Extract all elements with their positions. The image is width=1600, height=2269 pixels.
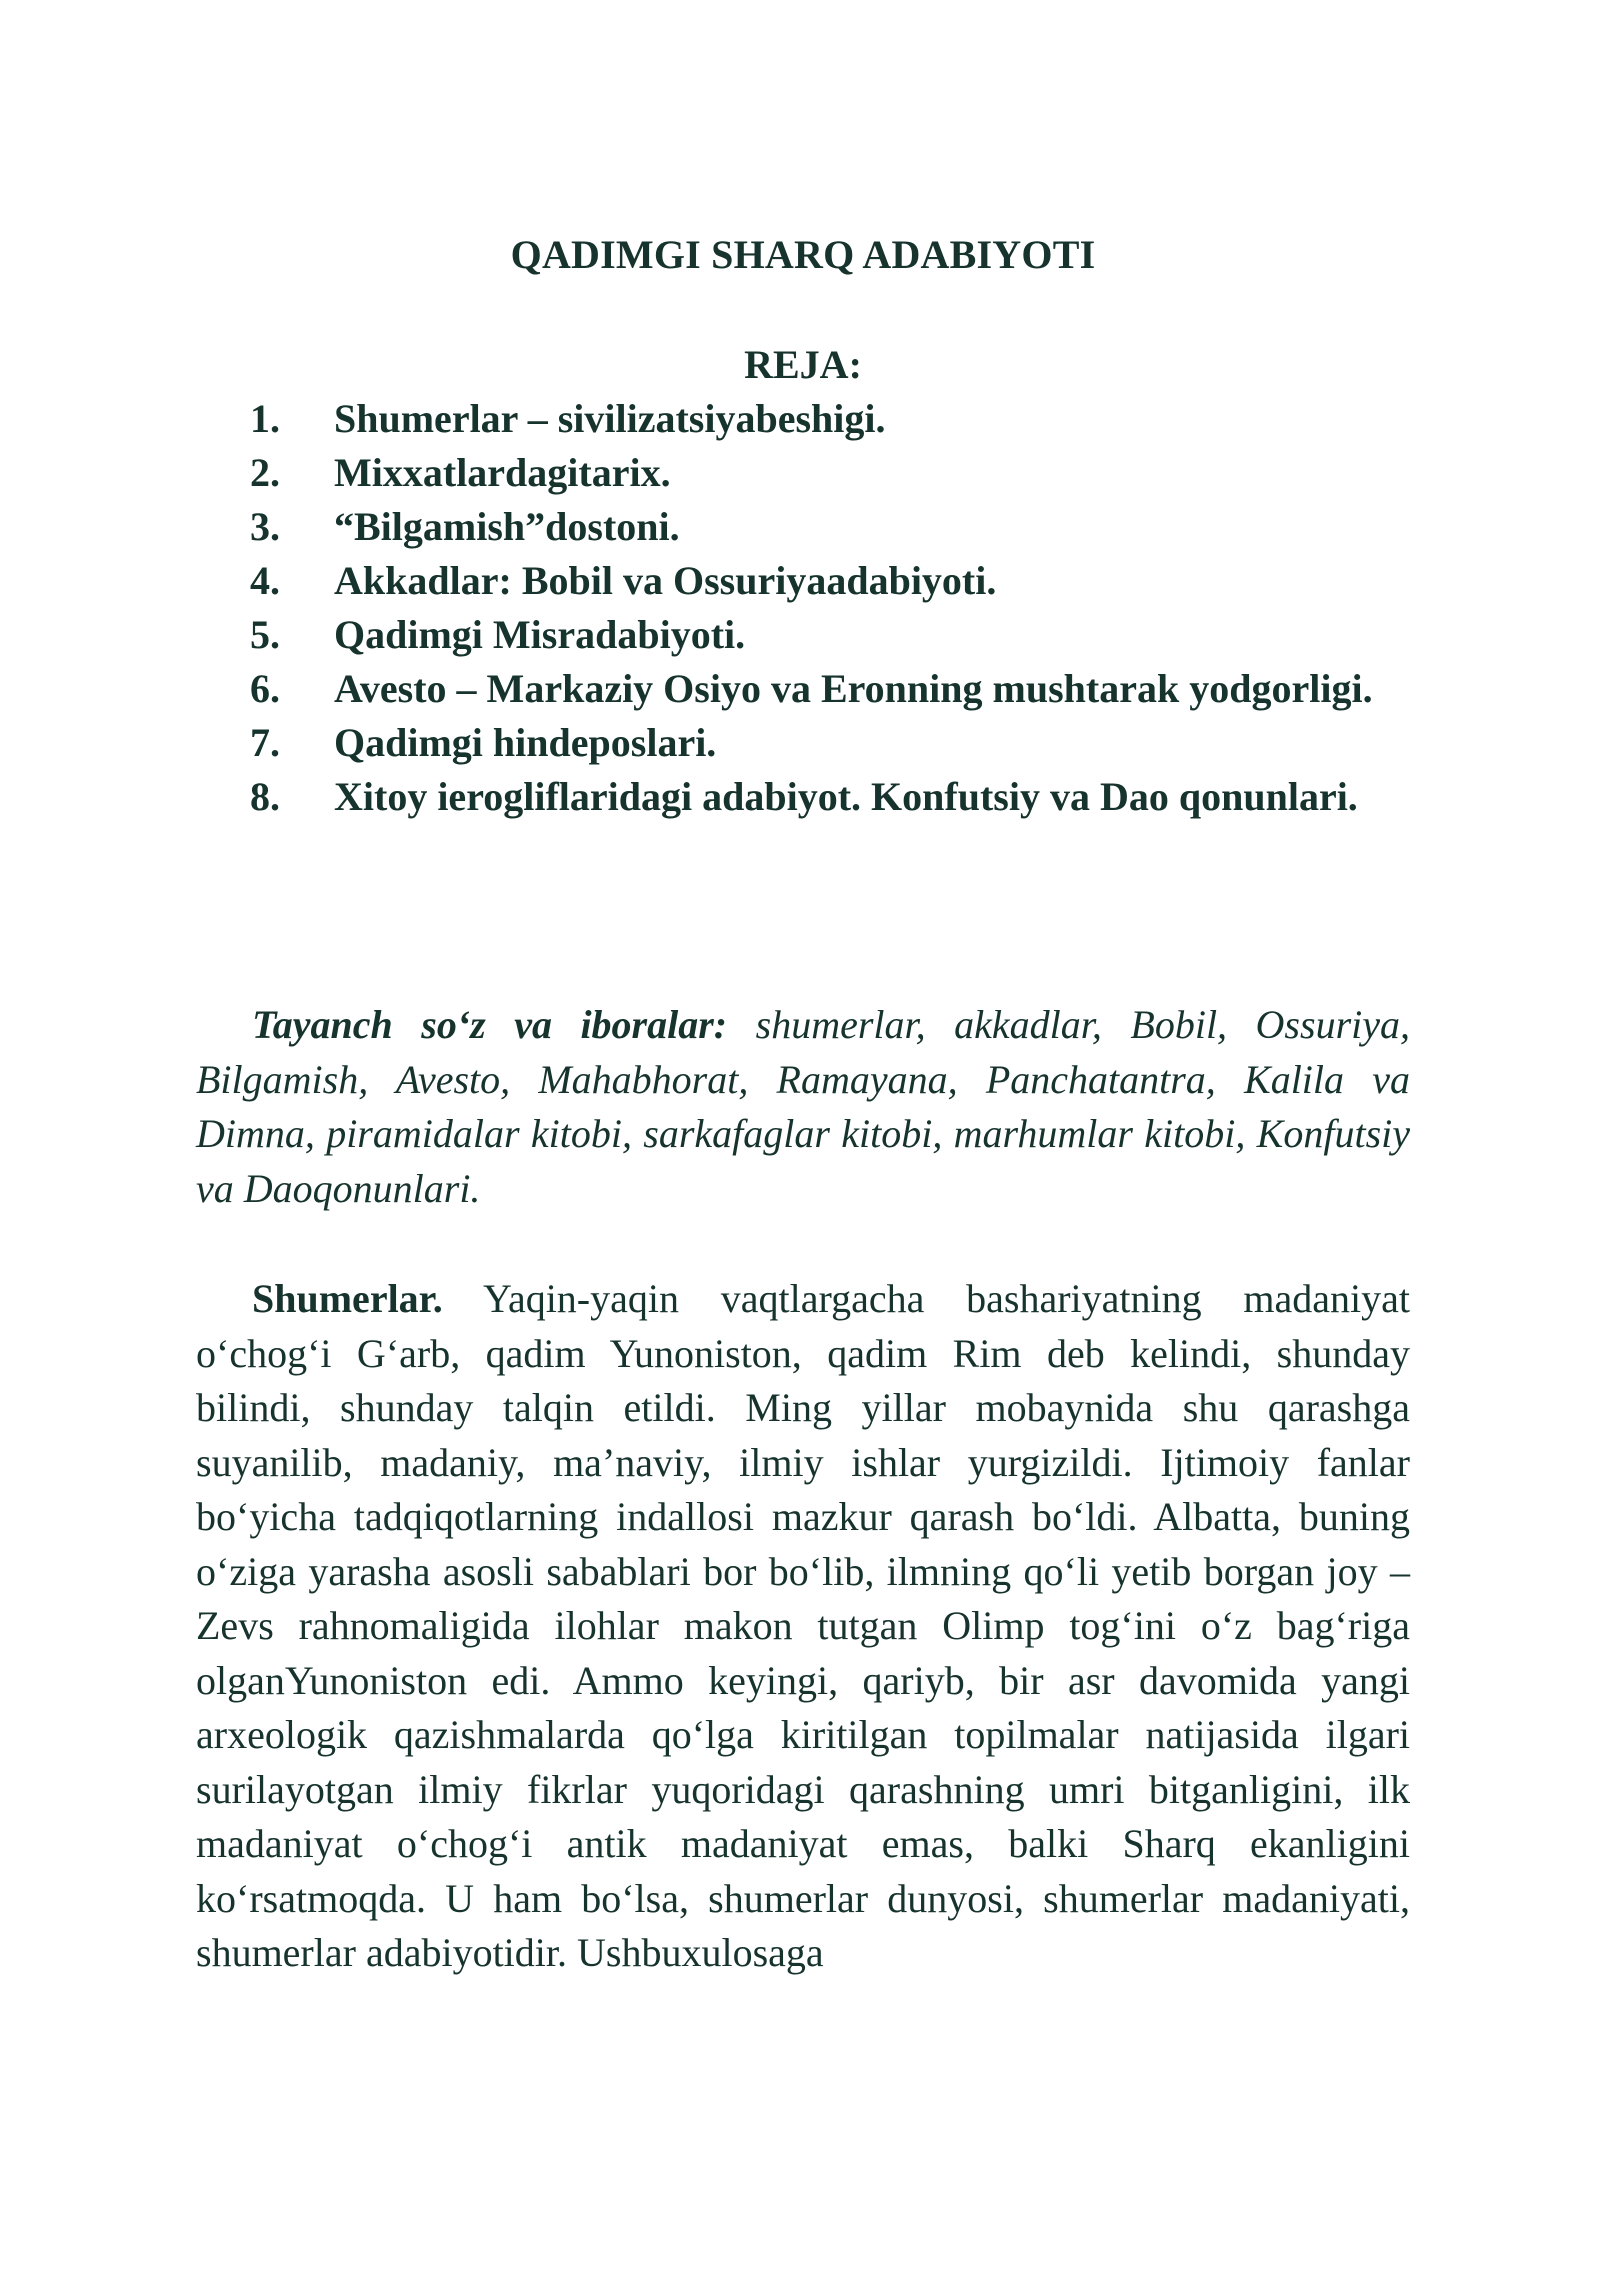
body-paragraph: [196, 1272, 1410, 1981]
plan-item: [196, 392, 1410, 446]
plan-item: [196, 608, 1410, 662]
keywords-label: Tayanch so‘z va iboralar:: [252, 1002, 728, 1047]
plan-item-text: Qadimgi Misradabiyoti.: [334, 612, 746, 657]
plan-item: [196, 500, 1410, 554]
plan-heading: REJA:: [744, 342, 862, 387]
plan-item-text: “Bilgamish”dostoni.: [334, 504, 680, 549]
plan-item-number: 7.: [250, 720, 280, 765]
plan-item-number: 4.: [250, 558, 280, 603]
plan-item-number: 2.: [250, 450, 280, 495]
plan-item: [196, 716, 1410, 770]
plan-list: [196, 392, 1410, 824]
plan-item: [196, 662, 1410, 716]
plan-item: [196, 770, 1410, 824]
keywords-text: shumerlar, akkadlar, Bobil, Ossuriya, Bilgamish, Avesto, Mahabhorat, Ramayana, Panchatantra, Kalila va Dimna, piramidalar kitobi, sarkafaglar kitobi, marhumlar kitobi, Konfutsiy va Daoqonunlari.: [196, 1002, 1411, 1211]
plan-item: [196, 554, 1410, 608]
plan-item: [196, 446, 1410, 500]
plan-item-text: Xitoy ierogliflaridagi adabiyot. Konfutsiy va Dao qonunlari.: [334, 774, 1358, 819]
section-lead: Shumerlar.: [252, 1276, 443, 1321]
plan-item-text: Avesto – Markaziy Osiyo va Eronning mushtarak yodgorligi.: [334, 666, 1373, 711]
plan-item-text: Mixxatlardagitarix.: [334, 450, 671, 495]
keywords-paragraph: [196, 998, 1410, 1216]
document-title: QADIMGI SHARQ ADABIYOTI: [510, 232, 1096, 277]
plan-item-text: Akkadlar: Bobil va Ossuriyaadabiyoti.: [334, 558, 997, 603]
plan-item-text: Shumerlar – sivilizatsiyabeshigi.: [334, 396, 886, 441]
plan-item-text: Qadimgi hindeposlari.: [334, 720, 717, 765]
plan-item-number: 1.: [250, 396, 280, 441]
plan-item-number: 8.: [250, 774, 280, 819]
plan-item-number: 5.: [250, 612, 280, 657]
body-text: Yaqin-yaqin vaqtlargacha bashariyatning madaniyat o‘chog‘i G‘arb, qadim Yunoniston, qadim Rim deb kelindi, shunday bilindi, shunday talqin etildi. Ming yillar mobaynida shu qarashga suyanilib, madaniy, ma’naviy, ilmiy ishlar yurgizildi. Ijtimoiy fanlar bo‘yicha tadqiqotlarning indallosi mazkur qarash bo‘ldi. Albatta, buning o‘ziga yarasha asosli sabablari bor bo‘lib, ilmning qo‘li yetib borgan joy – Zevs rahnomaligida ilohlar makon tutgan Olimp tog‘ini o‘z bag‘riga olganYunoniston edi. Ammo keyingi, qariyb, bir asr davomida yangi arxeologik qazishmalarda qo‘lga kiritilgan topilmalar natijasida ilgari surilayotgan ilmiy fikrlar yuqoridagi qarashning umri bitganligini, ilk madaniyat o‘chog‘i antik madaniyat emas, balki Sharq ekanligini ko‘rsatmoqda. U ham bo‘lsa, shumerlar dunyosi, shumerlar madaniyati, shumerlar adabiyotidir. Ushbuxulosaga: [196, 1276, 1410, 1975]
plan-item-number: 6.: [250, 666, 280, 711]
plan-item-number: 3.: [250, 504, 280, 549]
